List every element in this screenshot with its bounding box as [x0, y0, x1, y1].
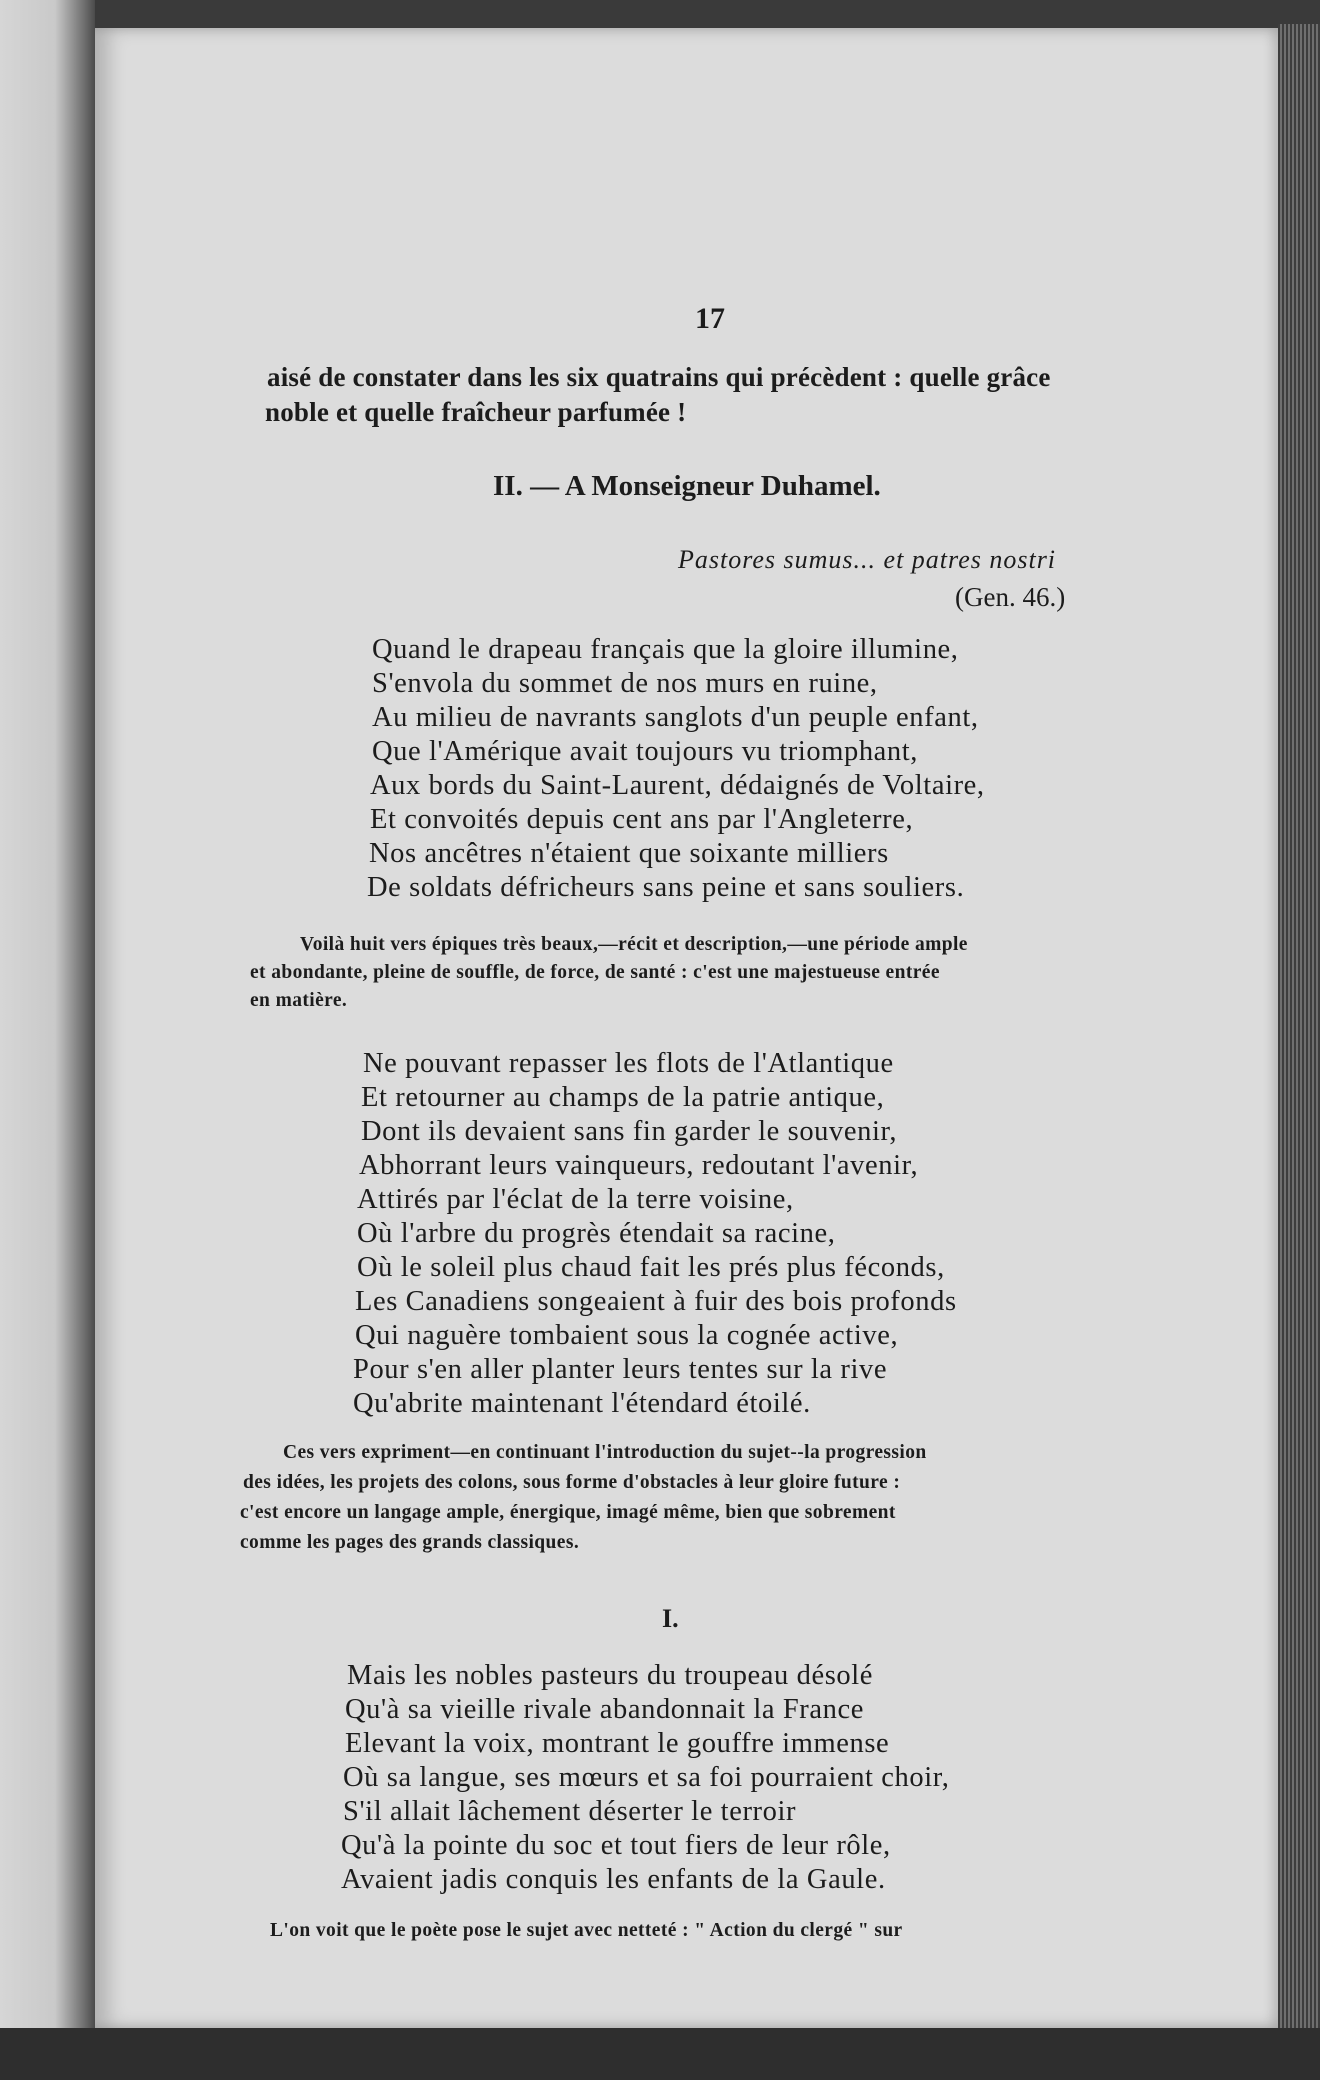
epigraph-reference: (Gen. 46.) — [955, 582, 1066, 612]
verse-line: Pour s'en aller planter leurs tentes sur la rive — [353, 1354, 888, 1385]
verse-line: Que l'Amérique avait toujours vu triomphant, — [372, 736, 919, 767]
scan-left-margin — [0, 0, 100, 2080]
verse-line: Où sa langue, ses mœurs et sa foi pourraient choir, — [343, 1762, 950, 1793]
verse-line: Ne pouvant repasser les flots de l'Atlantique — [363, 1048, 894, 1079]
verse-line: Qu'à sa vieille rivale abandonnait la France — [345, 1694, 864, 1725]
verse-line: Et convoités depuis cent ans par l'Angleterre, — [370, 804, 914, 835]
verse-line: Qu'à la pointe du soc et tout fiers de leur rôle, — [341, 1830, 891, 1861]
verse-line: Abhorrant leurs vainqueurs, redoutant l'avenir, — [359, 1150, 919, 1181]
page-number: 17 — [695, 302, 725, 335]
intro-line-2: noble et quelle fraîcheur parfumée ! — [265, 397, 687, 427]
scan-bottom-margin — [0, 2028, 1320, 2080]
verse-line: Attirés par l'éclat de la terre voisine, — [357, 1184, 794, 1215]
section-number: I. — [662, 1604, 679, 1633]
commentary-line: des idées, les projets des colons, sous forme d'obstacles à leur gloire future : — [243, 1472, 901, 1493]
commentary-line: c'est encore un langage ample, énergique, imagé même, bien que sobrement — [240, 1502, 896, 1523]
verse-line: Elevant la voix, montrant le gouffre immense — [345, 1728, 890, 1759]
verse-line: Nos ancêtres n'étaient que soixante milliers — [369, 838, 889, 869]
verse-line: Avaient jadis conquis les enfants de la Gaule. — [341, 1864, 886, 1895]
commentary-line: Voilà huit vers épiques très beaux,—récit et description,—une période ample — [300, 934, 968, 955]
commentary-line: Ces vers expriment—en continuant l'introduction du sujet--la progression — [283, 1442, 927, 1463]
scan-top-margin — [95, 0, 1320, 30]
verse-line: Où le soleil plus chaud fait les prés plus féconds, — [357, 1252, 945, 1283]
verse-line: Et retourner au champs de la patrie antique, — [361, 1082, 885, 1113]
verse-line: Quand le drapeau français que la gloire illumine, — [372, 634, 959, 665]
verse-line: Au milieu de navrants sanglots d'un peuple enfant, — [372, 702, 979, 733]
section-heading: II. — A Monseigneur Duhamel. — [493, 470, 881, 502]
commentary-line: et abondante, pleine de souffle, de force, de santé : c'est une majestueuse entrée — [250, 962, 940, 983]
verse-line: Les Canadiens songeaient à fuir des bois profonds — [355, 1286, 957, 1317]
commentary-line: en matière. — [250, 990, 348, 1011]
verse-line: S'il allait lâchement déserter le terroir — [343, 1796, 797, 1827]
verse-line: Mais les nobles pasteurs du troupeau désolé — [347, 1660, 874, 1691]
verse-line: Où l'arbre du progrès étendait sa racine, — [357, 1218, 836, 1249]
verse-line: Qui naguère tombaient sous la cognée active, — [355, 1320, 899, 1351]
page-stack-edge — [1278, 24, 1320, 2034]
verse-line: Dont ils devaient sans fin garder le souvenir, — [361, 1116, 898, 1147]
verse-line: Aux bords du Saint-Laurent, dédaignés de Voltaire, — [370, 770, 985, 801]
verse-line: Qu'abrite maintenant l'étendard étoilé. — [353, 1388, 811, 1419]
verse-line: S'envola du sommet de nos murs en ruine, — [372, 668, 878, 699]
intro-line-1: aisé de constater dans les six quatrains qui précèdent : quelle grâce — [267, 362, 1051, 392]
commentary-line: L'on voit que le poète pose le sujet avec netteté : " Action du clergé " sur — [270, 1920, 903, 1941]
verse-line: De soldats défricheurs sans peine et sans souliers. — [367, 872, 965, 903]
epigraph-text: Pastores sumus... et patres nostri — [678, 545, 1057, 574]
commentary-line: comme les pages des grands classiques. — [240, 1532, 580, 1553]
